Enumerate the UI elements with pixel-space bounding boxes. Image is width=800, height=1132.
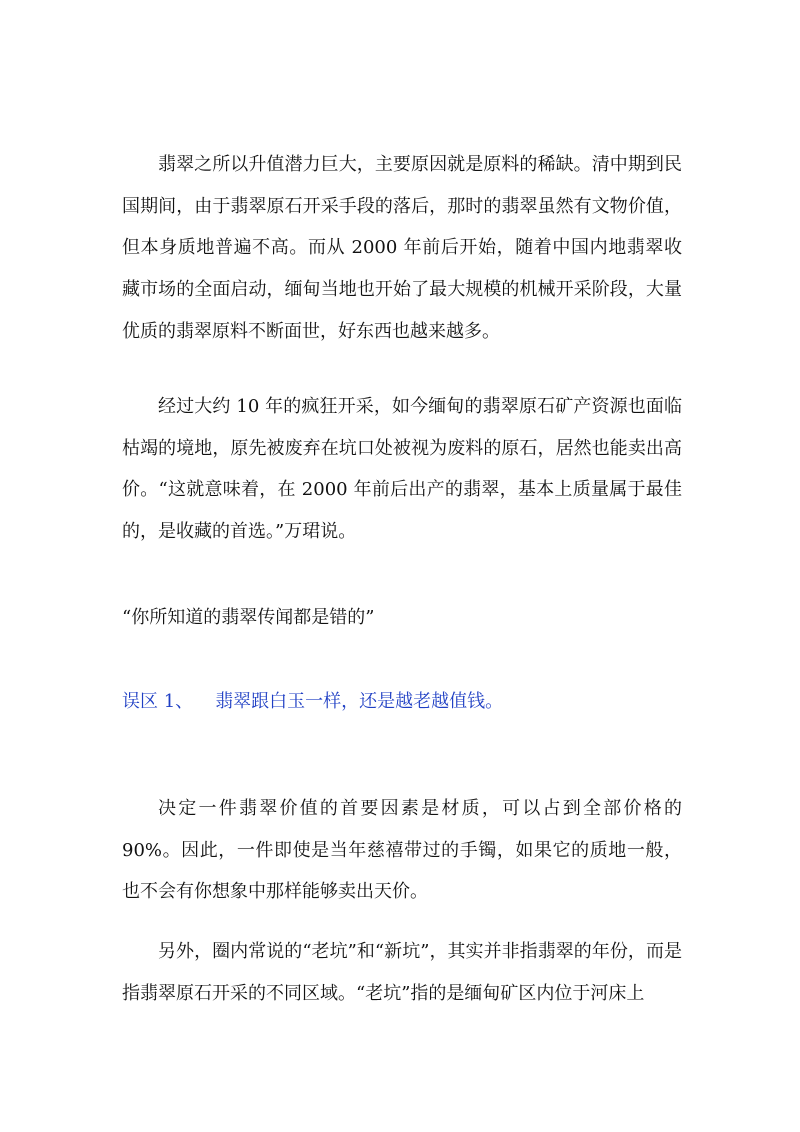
paragraph-old-new-pit: 另外，圈内常说的“老坑”和“新坑”，其实并非指翡翠的年份，而是指翡翠原石开采的不同区域。“老坑”指的是缅甸矿区内位于河床上 xyxy=(122,941,682,1004)
misconception-heading xyxy=(122,688,503,716)
misconception-text: 翡翠跟白玉一样，还是越老越值钱。 xyxy=(215,691,504,712)
quote-heading: “你所知道的翡翠传闻都是错的” xyxy=(122,607,375,628)
paragraph-jadeite-appreciation: 翡翠之所以升值潜力巨大，主要原因就是原料的稀缺。清中期到民国期间，由于翡翠原石开采手段的落后，那时的翡翠虽然有文物价值，但本身质地普遍不高。而从 2000 年前后开始，随着中国内地翡翠收藏市场的全面启动，缅甸当地也开始了最大规模的机械开采阶段，大量优质的翡翠原料不断面世，好东西也越来越多。 xyxy=(122,154,682,342)
paragraph-material-value: 决定一件翡翠价值的首要因素是材质，可以占到全部价格的 90%。因此，一件即使是当年慈禧带过的手镯，如果它的质地一般，也不会有你想象中那样能够卖出天价。 xyxy=(122,798,682,903)
misconception-label: 误区 1、 xyxy=(122,691,194,712)
paragraph-mining-exhaustion: 经过大约 10 年的疯狂开采，如今缅甸的翡翠原石矿产资源也面临枯竭的境地，原先被废弃在坑口处被视为废料的原石，居然也能卖出高价。“这就意味着，在 2000 年前后出产的翡翠，基本上质量属于最佳的，是收藏的首选。”万珺说。 xyxy=(122,396,682,543)
